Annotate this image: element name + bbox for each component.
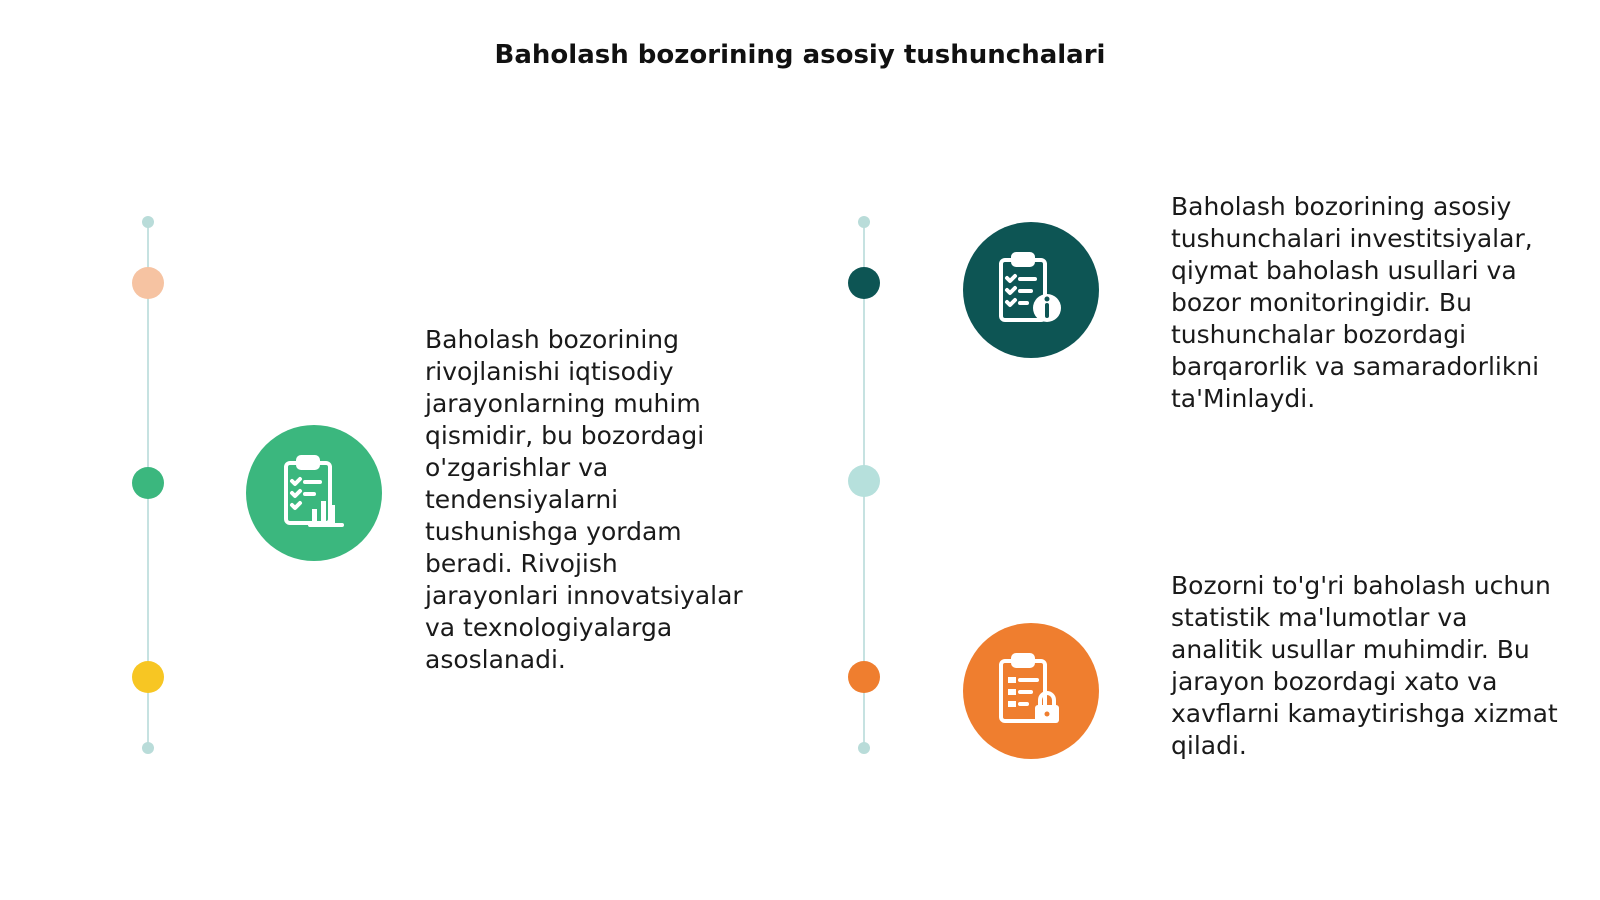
- clipboard-lock-icon: [963, 623, 1099, 759]
- timeline-right: [844, 210, 884, 770]
- timeline-node-3: [132, 661, 164, 693]
- timeline-end-dot-bottom: [858, 742, 870, 754]
- clipboard-chart-icon: [246, 425, 382, 561]
- timeline-node-1: [132, 267, 164, 299]
- page-title: Baholash bozorining asosiy tushunchalari: [494, 40, 1106, 70]
- timeline-node-2: [848, 465, 880, 497]
- timeline-end-dot-top: [858, 216, 870, 228]
- clipboard-info-icon: [963, 222, 1099, 358]
- timeline-end-dot-top: [142, 216, 154, 228]
- item-1-description: Baholash bozorining rivojlanishi iqtisodiy jarayonlarning muhim qismidir, bu bozordagi o'zgarishlar va tendensiyalarni tushunishga yordam beradi. Rivojish jarayonlari innovatsiyalar va texnologiyalarga asoslanadi.: [425, 325, 743, 674]
- timeline-left: [128, 210, 168, 770]
- timeline-end-dot-bottom: [142, 742, 154, 754]
- timeline-node-2: [132, 467, 164, 499]
- item-2-description: Baholash bozorining asosiy tushunchalari investitsiyalar, qiymat baholash usullari va bozor monitoringidir. Bu tushunchalar bozordagi barqarorlik va samaradorlikni ta'Minlaydi.: [1171, 192, 1540, 413]
- timeline-node-3: [848, 661, 880, 693]
- item-3-description: Bozorni to'g'ri baholash uchun statistik ma'lumotlar va analitik usullar muhimdir. Bu jarayon bozordagi xato va xavflarni kamaytirishga xizmat qiladi.: [1171, 571, 1558, 760]
- timeline-node-1: [848, 267, 880, 299]
